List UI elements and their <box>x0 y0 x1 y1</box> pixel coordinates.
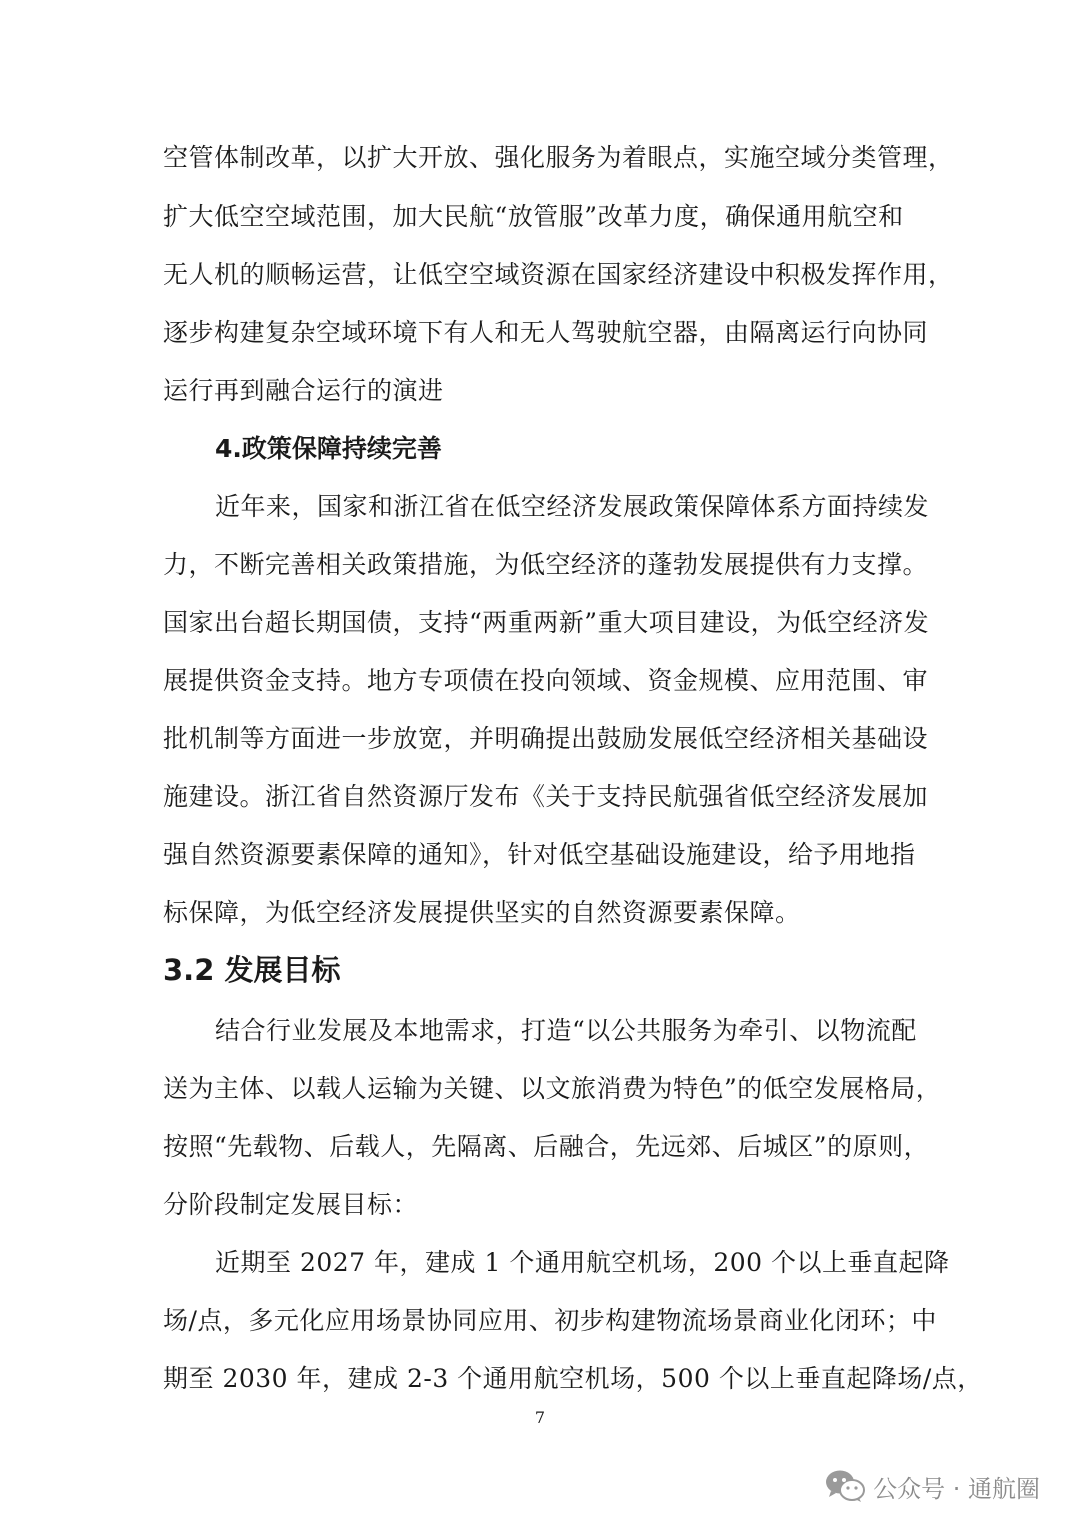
paragraph-line: 强自然资源要素保障的通知》，针对低空基础设施建设，给予用地指 <box>163 840 916 869</box>
section-heading-3-2: 3.2 发展目标 <box>163 953 341 987</box>
watermark <box>825 1466 1040 1506</box>
paragraph-line: 展提供资金支持。地方专项债在投向领域、资金规模、应用范围、审 <box>163 666 929 695</box>
paragraph-line: 运行再到融合运行的演进 <box>163 376 444 405</box>
paragraph-line: 逐步构建复杂空域环境下有人和无人驾驶航空器，由隔离运行向协同 <box>163 318 929 347</box>
section-heading-4: 4.政策保障持续完善 <box>215 434 442 463</box>
paragraph-line: 按照“先载物、后载人，先隔离、后融合，先远郊、后城区”的原则， <box>163 1132 930 1161</box>
paragraph-line: 近期至 2027 年，建成 1 个通用航空机场，200 个以上垂直起降 <box>215 1248 950 1277</box>
paragraph-line: 无人机的顺畅运营，让低空空域资源在国家经济建设中积极发挥作用， <box>163 260 954 289</box>
paragraph-line: 分阶段制定发展目标： <box>163 1190 419 1219</box>
paragraph-line: 近年来，国家和浙江省在低空经济发展政策保障体系方面持续发 <box>215 492 930 521</box>
paragraph-line: 标保障，为低空经济发展提供坚实的自然资源要素保障。 <box>163 898 801 927</box>
paragraph-line: 期至 2030 年，建成 2-3 个通用航空机场，500 个以上垂直起降场/点， <box>163 1364 983 1393</box>
page-number: 7 <box>534 1408 546 1427</box>
watermark-text: 公众号 · 通航圈 <box>873 1474 1040 1503</box>
paragraph-line: 国家出台超长期国债，支持“两重两新”重大项目建设，为低空经济发 <box>163 608 930 637</box>
paragraph-line: 力，不断完善相关政策措施，为低空经济的蓬勃发展提供有力支撑。 <box>163 550 929 579</box>
paragraph-line: 空管体制改革，以扩大开放、强化服务为着眼点，实施空域分类管理， <box>163 143 954 172</box>
paragraph-line: 批机制等方面进一步放宽，并明确提出鼓励发展低空经济相关基础设 <box>163 724 929 753</box>
paragraph-line: 结合行业发展及本地需求，打造“以公共服务为牵引、以物流配 <box>215 1016 917 1045</box>
paragraph-line: 扩大低空空域范围，加大民航“放管服”改革力度，确保通用航空和 <box>163 202 904 231</box>
paragraph-line: 场/点，多元化应用场景协同应用、初步构建物流场景商业化闭环；中 <box>163 1306 937 1335</box>
paragraph-line: 送为主体、以载人运输为关键、以文旅消费为特色”的低空发展格局， <box>163 1074 942 1103</box>
paragraph-line: 施建设。浙江省自然资源厅发布《关于支持民航强省低空经济发展加 <box>163 782 929 811</box>
wechat-icon <box>825 1469 865 1503</box>
